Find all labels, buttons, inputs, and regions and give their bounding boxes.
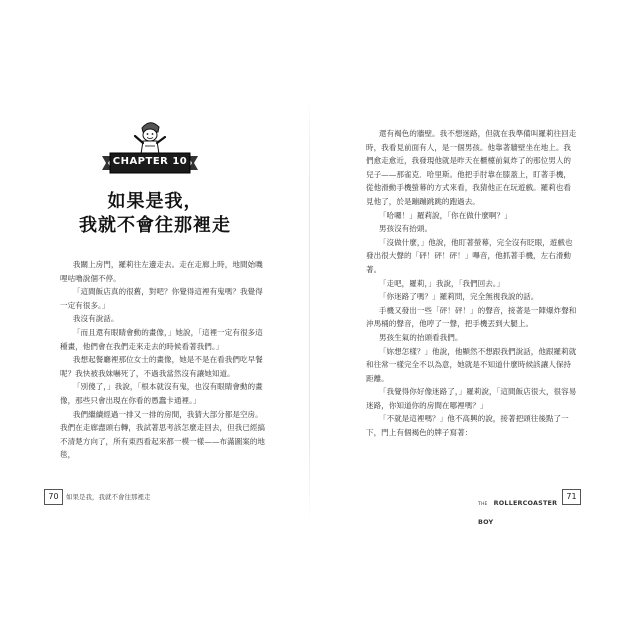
paragraph: 男孩沒有抬頭。 — [378, 224, 433, 234]
paragraph: 男孩生氣的抬頭看我們。 — [378, 332, 463, 342]
paragraph: 我沒有說話。 — [72, 314, 119, 324]
chapter-header — [102, 118, 198, 180]
chapter-title — [60, 190, 250, 238]
chapter-title-line1: 如果是我， — [107, 191, 203, 212]
paragraph: 「你迷路了嗎？」羅莉問，完全無視我說的話。 — [378, 292, 539, 302]
right-body-text — [366, 127, 578, 440]
paragraph: 還有褐色的牆壁。我不想迷路，但就在我準備叫羅莉往回走時，我看見前面有人，是一個男孩。他靠著牆壁坐在地上。我們愈走愈近，我發現他就是昨天在櫃檯前氣炸了的那位男人的兒子——那雀克．哈里斯。他把手肘靠在膝蓋上，盯著手機，從他滑動手機螢幕的方式來看，我猜他正在玩遊戲。羅莉也看見他了，於是蹦蹦跳跳的跑過去。 — [366, 129, 577, 206]
paragraph: 手機又發出一些「砰！砰！」的聲音，接著是一陣爆炸聲和沖馬桶的聲音，他哼了一聲，把手機丟到大腿上。 — [366, 305, 577, 329]
boy-illustration-icon — [132, 118, 168, 156]
paragraph: 「而且還有眼睛會動的畫像，」她說，「這裡一定有很多這種畫，他們會在我們走來走去的時候看著我們。」 — [60, 327, 263, 351]
running-head: 如果是我，我就不會往那裡走 — [66, 493, 151, 501]
paragraph: 「妳想怎樣？」他說，他顯然不想跟我們說話，他跟羅莉就和往常一樣完全不以為意，她就是不知道什麼時候該讓人保持距離。 — [366, 346, 577, 383]
page-number-right: 71 — [562, 489, 581, 505]
chapter-banner — [102, 152, 198, 174]
right-page — [310, 0, 620, 620]
paragraph: 我關上房門，羅莉往左邊走去。走在走廊上時，地間始嘰哩咕嚕說個不停。 — [60, 260, 263, 283]
paragraph: 我們繼續經過一排又一排的房間，我猜大部分都是空房。我們在走廊盡頭右轉，我試著思考該怎麼走回去，但我已經搞不清楚方向了，所有東西看起來都一模一樣——布滿圖案的地毯， — [60, 409, 266, 460]
chapter-label: CHAPTER 10 — [112, 156, 188, 167]
page-number-left: 70 — [44, 489, 63, 505]
paragraph: 「這間飯店真的很舊，對吧？你覺得這裡有鬼嗎？我覺得一定有很多。」 — [60, 287, 263, 310]
paragraph: 「別傻了，」我說，「根本就沒有鬼，也沒有眼睛會動的畫像，那些只會出現在你看的愚蠢卡通裡。」 — [60, 382, 263, 405]
paragraph: 「沒做什麼，」他說，他盯著螢幕，完全沒有眨眼，遊戲也發出很大聲的「砰！砰！砰！」嗶音，他抓著手機，左右滑動著。 — [366, 237, 573, 274]
series-logo — [478, 490, 558, 526]
paragraph: 「不就是這裡嗎？」他不高興的說，接著把頭往後點了一下，門上有個褐色的牌子寫著： — [366, 414, 569, 438]
left-body-text — [60, 258, 268, 462]
paragraph: 我想起餐廳裡那位女士的畫像，她是不是在看我們吃早餐呢？我快被我妹嚇死了，不過我當然沒有讓她知道。 — [60, 355, 263, 378]
paragraph: 「哈囉！」羅莉說，「你在做什麼啊？」 — [378, 210, 512, 220]
series-logo-name: ROLLERCOASTER BOY — [478, 499, 558, 526]
paragraph: 「走吧，羅莉，」我說，「我們回去。」 — [378, 278, 505, 288]
paragraph: 「我覺得你好像迷路了，」羅莉說，「這間飯店很大，很容易迷路，你知道你的房間在哪裡嗎？」 — [366, 387, 577, 410]
series-logo-prefix: THE — [478, 502, 488, 507]
chapter-title-line2: 我就不會往那裡走 — [79, 215, 231, 236]
